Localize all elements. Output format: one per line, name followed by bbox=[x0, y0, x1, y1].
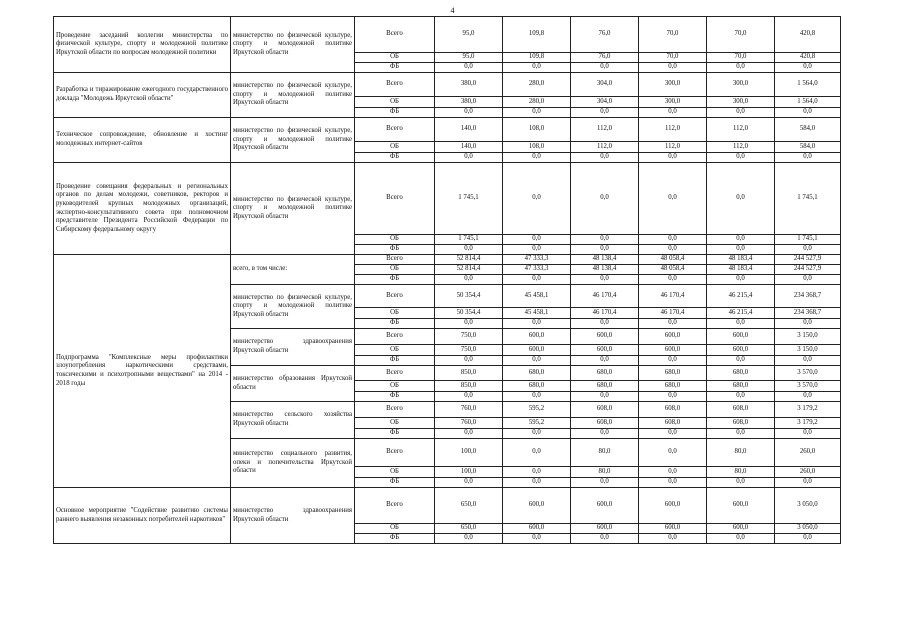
amount-cell: 76,0 bbox=[571, 17, 639, 53]
amount-cell: 0,0 bbox=[435, 275, 503, 285]
amount-cell: 0,0 bbox=[707, 235, 775, 245]
funding-source: Всего bbox=[355, 366, 435, 381]
amount-cell: 0,0 bbox=[639, 235, 707, 245]
amount-cell: 48 058,4 bbox=[639, 265, 707, 275]
amount-cell: 608,0 bbox=[707, 418, 775, 429]
amount-cell: 1 745,1 bbox=[435, 235, 503, 245]
amount-cell: 600,0 bbox=[707, 524, 775, 534]
funding-source: ФБ bbox=[355, 108, 435, 118]
amount-cell: 280,0 bbox=[503, 97, 571, 108]
amount-cell: 0,0 bbox=[639, 392, 707, 402]
amount-cell: 0,0 bbox=[639, 153, 707, 163]
amount-cell: 3 150,0 bbox=[775, 329, 841, 345]
funding-source: ОБ bbox=[355, 467, 435, 478]
amount-cell: 0,0 bbox=[571, 163, 639, 235]
amount-cell: 0,0 bbox=[775, 63, 841, 73]
amount-cell: 0,0 bbox=[775, 153, 841, 163]
responsible-executor: министерство по физической культуре, спорту и молодежной политике Иркутской области bbox=[231, 17, 355, 73]
responsible-executor: министерство по физической культуре, спорту и молодежной политике Иркутской области bbox=[231, 118, 355, 163]
amount-cell: 46 170,4 bbox=[571, 308, 639, 319]
funding-source: ОБ bbox=[355, 97, 435, 108]
amount-cell: 112,0 bbox=[639, 142, 707, 153]
amount-cell: 0,0 bbox=[775, 275, 841, 285]
amount-cell: 280,0 bbox=[503, 73, 571, 97]
amount-cell: 0,0 bbox=[707, 429, 775, 439]
amount-cell: 100,0 bbox=[435, 467, 503, 478]
amount-cell: 0,0 bbox=[571, 392, 639, 402]
amount-cell: 0,0 bbox=[707, 163, 775, 235]
amount-cell: 760,0 bbox=[435, 402, 503, 418]
amount-cell: 0,0 bbox=[435, 108, 503, 118]
amount-cell: 3 050,0 bbox=[775, 488, 841, 524]
amount-cell: 80,0 bbox=[707, 467, 775, 478]
funding-source: ФБ bbox=[355, 534, 435, 544]
amount-cell: 600,0 bbox=[639, 329, 707, 345]
amount-cell: 46 170,4 bbox=[639, 285, 707, 308]
amount-cell: 600,0 bbox=[571, 329, 639, 345]
amount-cell: 600,0 bbox=[503, 524, 571, 534]
amount-cell: 0,0 bbox=[639, 439, 707, 467]
amount-cell: 3 150,0 bbox=[775, 345, 841, 356]
amount-cell: 109,8 bbox=[503, 17, 571, 53]
amount-cell: 304,0 bbox=[571, 73, 639, 97]
amount-cell: 0,0 bbox=[707, 319, 775, 329]
amount-cell: 0,0 bbox=[435, 478, 503, 488]
amount-cell: 380,0 bbox=[435, 73, 503, 97]
funding-source: ОБ bbox=[355, 53, 435, 63]
amount-cell: 70,0 bbox=[707, 17, 775, 53]
funding-source: ФБ bbox=[355, 319, 435, 329]
amount-cell: 0,0 bbox=[707, 392, 775, 402]
amount-cell: 0,0 bbox=[503, 275, 571, 285]
amount-cell: 0,0 bbox=[503, 245, 571, 255]
amount-cell: 0,0 bbox=[775, 245, 841, 255]
amount-cell: 0,0 bbox=[435, 429, 503, 439]
table-row bbox=[54, 163, 841, 235]
amount-cell: 0,0 bbox=[775, 392, 841, 402]
amount-cell: 244 527,9 bbox=[775, 255, 841, 265]
amount-cell: 112,0 bbox=[707, 118, 775, 142]
amount-cell: 608,0 bbox=[571, 402, 639, 418]
amount-cell: 0,0 bbox=[435, 356, 503, 366]
amount-cell: 1 745,1 bbox=[435, 163, 503, 235]
amount-cell: 680,0 bbox=[639, 366, 707, 381]
amount-cell: 48 138,4 bbox=[571, 265, 639, 275]
amount-cell: 70,0 bbox=[707, 53, 775, 63]
amount-cell: 0,0 bbox=[639, 534, 707, 544]
amount-cell: 680,0 bbox=[571, 366, 639, 381]
amount-cell: 680,0 bbox=[503, 381, 571, 392]
amount-cell: 234 368,7 bbox=[775, 285, 841, 308]
amount-cell: 608,0 bbox=[639, 418, 707, 429]
funding-source: ОБ bbox=[355, 142, 435, 153]
amount-cell: 47 333,3 bbox=[503, 265, 571, 275]
amount-cell: 0,0 bbox=[571, 235, 639, 245]
amount-cell: 70,0 bbox=[639, 17, 707, 53]
funding-source: ОБ bbox=[355, 345, 435, 356]
amount-cell: 0,0 bbox=[707, 534, 775, 544]
amount-cell: 46 170,4 bbox=[639, 308, 707, 319]
amount-cell: 112,0 bbox=[571, 118, 639, 142]
amount-cell: 112,0 bbox=[707, 142, 775, 153]
amount-cell: 850,0 bbox=[435, 381, 503, 392]
amount-cell: 112,0 bbox=[639, 118, 707, 142]
amount-cell: 0,0 bbox=[503, 534, 571, 544]
amount-cell: 0,0 bbox=[571, 275, 639, 285]
amount-cell: 3 179,2 bbox=[775, 402, 841, 418]
responsible-executor: министерство сельского хозяйства Иркутской области bbox=[231, 402, 355, 439]
funding-source: ОБ bbox=[355, 235, 435, 245]
amount-cell: 244 527,9 bbox=[775, 265, 841, 275]
amount-cell: 48 183,4 bbox=[707, 265, 775, 275]
funding-source: Всего bbox=[355, 118, 435, 142]
amount-cell: 420,8 bbox=[775, 17, 841, 53]
amount-cell: 0,0 bbox=[435, 245, 503, 255]
amount-cell: 584,0 bbox=[775, 142, 841, 153]
amount-cell: 850,0 bbox=[435, 366, 503, 381]
amount-cell: 0,0 bbox=[639, 275, 707, 285]
activity-description: Проведение совещания федеральных и региональных органов по делам молодежи, советников, ректоров и руководителей крупных молодежных организаций, экспертно-консультативного совета при полномочном представителе Президента Российской Федерации по Сибирскому федеральному округу bbox=[54, 163, 231, 255]
amount-cell: 0,0 bbox=[503, 108, 571, 118]
amount-cell: 0,0 bbox=[775, 429, 841, 439]
activity-description: Техническое сопровождение, обновление и хостинг молодежных интернет-сайтов bbox=[54, 118, 231, 163]
amount-cell: 0,0 bbox=[503, 439, 571, 467]
amount-cell: 600,0 bbox=[707, 488, 775, 524]
amount-cell: 0,0 bbox=[571, 63, 639, 73]
amount-cell: 140,0 bbox=[435, 118, 503, 142]
amount-cell: 0,0 bbox=[707, 356, 775, 366]
amount-cell: 48 138,4 bbox=[571, 255, 639, 265]
amount-cell: 0,0 bbox=[775, 108, 841, 118]
amount-cell: 0,0 bbox=[435, 534, 503, 544]
amount-cell: 300,0 bbox=[639, 97, 707, 108]
amount-cell: 0,0 bbox=[707, 108, 775, 118]
funding-source: ФБ bbox=[355, 153, 435, 163]
amount-cell: 100,0 bbox=[435, 439, 503, 467]
amount-cell: 608,0 bbox=[707, 402, 775, 418]
amount-cell: 108,0 bbox=[503, 118, 571, 142]
amount-cell: 600,0 bbox=[571, 488, 639, 524]
funding-source: Всего bbox=[355, 17, 435, 53]
budget-table bbox=[53, 16, 841, 544]
amount-cell: 600,0 bbox=[571, 345, 639, 356]
amount-cell: 420,8 bbox=[775, 53, 841, 63]
amount-cell: 304,0 bbox=[571, 97, 639, 108]
activity-description: Проведение заседаний коллегии министерства по физической культуре, спорту и молодежной политике Иркутской области по вопросам молодежной политики bbox=[54, 17, 231, 73]
amount-cell: 584,0 bbox=[775, 118, 841, 142]
amount-cell: 112,0 bbox=[571, 142, 639, 153]
table-row bbox=[54, 488, 841, 524]
amount-cell: 680,0 bbox=[639, 381, 707, 392]
amount-cell: 0,0 bbox=[639, 467, 707, 478]
funding-source: ФБ bbox=[355, 356, 435, 366]
amount-cell: 46 170,4 bbox=[571, 285, 639, 308]
amount-cell: 46 215,4 bbox=[707, 308, 775, 319]
amount-cell: 0,0 bbox=[571, 356, 639, 366]
amount-cell: 0,0 bbox=[707, 245, 775, 255]
amount-cell: 1 745,1 bbox=[775, 235, 841, 245]
amount-cell: 3 179,2 bbox=[775, 418, 841, 429]
amount-cell: 0,0 bbox=[503, 356, 571, 366]
funding-source: Всего bbox=[355, 488, 435, 524]
amount-cell: 0,0 bbox=[503, 392, 571, 402]
amount-cell: 680,0 bbox=[707, 366, 775, 381]
amount-cell: 650,0 bbox=[435, 524, 503, 534]
amount-cell: 608,0 bbox=[571, 418, 639, 429]
amount-cell: 0,0 bbox=[503, 429, 571, 439]
amount-cell: 46 215,4 bbox=[707, 285, 775, 308]
amount-cell: 52 814,4 bbox=[435, 265, 503, 275]
amount-cell: 0,0 bbox=[571, 478, 639, 488]
amount-cell: 600,0 bbox=[707, 329, 775, 345]
amount-cell: 70,0 bbox=[639, 53, 707, 63]
responsible-executor: министерство здравоохранения Иркутской области bbox=[231, 329, 355, 366]
amount-cell: 260,0 bbox=[775, 439, 841, 467]
funding-source: Всего bbox=[355, 285, 435, 308]
funding-source: ОБ bbox=[355, 418, 435, 429]
amount-cell: 600,0 bbox=[503, 488, 571, 524]
funding-source: ОБ bbox=[355, 308, 435, 319]
amount-cell: 0,0 bbox=[639, 478, 707, 488]
amount-cell: 0,0 bbox=[639, 319, 707, 329]
funding-source: ФБ bbox=[355, 478, 435, 488]
amount-cell: 0,0 bbox=[775, 534, 841, 544]
amount-cell: 1 564,0 bbox=[775, 73, 841, 97]
amount-cell: 80,0 bbox=[571, 439, 639, 467]
responsible-executor: министерство социального развития, опеки и попечительства Иркутской области bbox=[231, 439, 355, 488]
amount-cell: 3 570,0 bbox=[775, 366, 841, 381]
amount-cell: 0,0 bbox=[639, 63, 707, 73]
funding-source: ОБ bbox=[355, 265, 435, 275]
funding-source: Всего bbox=[355, 329, 435, 345]
amount-cell: 608,0 bbox=[639, 402, 707, 418]
funding-source: Всего bbox=[355, 73, 435, 97]
amount-cell: 52 814,4 bbox=[435, 255, 503, 265]
amount-cell: 0,0 bbox=[435, 392, 503, 402]
amount-cell: 0,0 bbox=[571, 534, 639, 544]
amount-cell: 680,0 bbox=[503, 366, 571, 381]
amount-cell: 1 564,0 bbox=[775, 97, 841, 108]
amount-cell: 0,0 bbox=[707, 153, 775, 163]
amount-cell: 0,0 bbox=[707, 63, 775, 73]
amount-cell: 76,0 bbox=[571, 53, 639, 63]
amount-cell: 0,0 bbox=[775, 319, 841, 329]
amount-cell: 0,0 bbox=[707, 275, 775, 285]
amount-cell: 300,0 bbox=[707, 73, 775, 97]
amount-cell: 50 354,4 bbox=[435, 308, 503, 319]
funding-source: ФБ bbox=[355, 275, 435, 285]
amount-cell: 48 183,4 bbox=[707, 255, 775, 265]
funding-source: Всего bbox=[355, 402, 435, 418]
funding-source: ОБ bbox=[355, 524, 435, 534]
amount-cell: 750,0 bbox=[435, 345, 503, 356]
responsible-executor: министерство здравоохранения Иркутской области bbox=[231, 488, 355, 544]
amount-cell: 680,0 bbox=[707, 381, 775, 392]
amount-cell: 760,0 bbox=[435, 418, 503, 429]
funding-source: Всего bbox=[355, 255, 435, 265]
responsible-executor: министерство по физической культуре, спорту и молодежной политике Иркутской области bbox=[231, 285, 355, 329]
amount-cell: 260,0 bbox=[775, 467, 841, 478]
amount-cell: 0,0 bbox=[639, 429, 707, 439]
amount-cell: 47 333,3 bbox=[503, 255, 571, 265]
funding-source: ФБ bbox=[355, 245, 435, 255]
funding-source: ФБ bbox=[355, 392, 435, 402]
amount-cell: 0,0 bbox=[707, 478, 775, 488]
amount-cell: 600,0 bbox=[639, 488, 707, 524]
amount-cell: 300,0 bbox=[707, 97, 775, 108]
table-row bbox=[54, 118, 841, 142]
amount-cell: 650,0 bbox=[435, 488, 503, 524]
activity-description: Основное мероприятие "Содействие развитию системы раннего выявления незаконных потребителей наркотиков" bbox=[54, 488, 231, 544]
amount-cell: 48 058,4 bbox=[639, 255, 707, 265]
amount-cell: 380,0 bbox=[435, 97, 503, 108]
page-number: 4 bbox=[450, 6, 455, 15]
amount-cell: 0,0 bbox=[571, 108, 639, 118]
amount-cell: 595,2 bbox=[503, 418, 571, 429]
amount-cell: 0,0 bbox=[503, 319, 571, 329]
amount-cell: 0,0 bbox=[639, 356, 707, 366]
amount-cell: 0,0 bbox=[503, 478, 571, 488]
amount-cell: 234 368,7 bbox=[775, 308, 841, 319]
amount-cell: 0,0 bbox=[435, 319, 503, 329]
amount-cell: 0,0 bbox=[435, 63, 503, 73]
amount-cell: 95,0 bbox=[435, 17, 503, 53]
amount-cell: 80,0 bbox=[707, 439, 775, 467]
amount-cell: 0,0 bbox=[639, 245, 707, 255]
amount-cell: 80,0 bbox=[571, 467, 639, 478]
funding-source: Всего bbox=[355, 439, 435, 467]
amount-cell: 600,0 bbox=[707, 345, 775, 356]
amount-cell: 600,0 bbox=[503, 329, 571, 345]
responsible-executor: министерство по физической культуре, спорту и молодежной политике Иркутской области bbox=[231, 163, 355, 255]
funding-source: ОБ bbox=[355, 381, 435, 392]
amount-cell: 0,0 bbox=[503, 63, 571, 73]
amount-cell: 600,0 bbox=[503, 345, 571, 356]
amount-cell: 300,0 bbox=[639, 73, 707, 97]
amount-cell: 0,0 bbox=[435, 153, 503, 163]
amount-cell: 3 050,0 bbox=[775, 524, 841, 534]
amount-cell: 750,0 bbox=[435, 329, 503, 345]
amount-cell: 0,0 bbox=[639, 163, 707, 235]
amount-cell: 45 458,1 bbox=[503, 285, 571, 308]
amount-cell: 0,0 bbox=[503, 163, 571, 235]
amount-cell: 0,0 bbox=[503, 235, 571, 245]
amount-cell: 0,0 bbox=[639, 108, 707, 118]
amount-cell: 0,0 bbox=[503, 467, 571, 478]
funding-source: ФБ bbox=[355, 429, 435, 439]
amount-cell: 0,0 bbox=[503, 153, 571, 163]
funding-source: Всего bbox=[355, 163, 435, 235]
amount-cell: 50 354,4 bbox=[435, 285, 503, 308]
amount-cell: 600,0 bbox=[639, 524, 707, 534]
amount-cell: 600,0 bbox=[571, 524, 639, 534]
activity-description: Разработка и тиражирование ежегодного государственного доклада "Молодежь Иркутской области" bbox=[54, 73, 231, 118]
amount-cell: 108,0 bbox=[503, 142, 571, 153]
amount-cell: 45 458,1 bbox=[503, 308, 571, 319]
amount-cell: 109,8 bbox=[503, 53, 571, 63]
amount-cell: 0,0 bbox=[571, 245, 639, 255]
responsible-executor: всего, в том числе: bbox=[231, 255, 355, 285]
amount-cell: 0,0 bbox=[571, 153, 639, 163]
amount-cell: 0,0 bbox=[571, 319, 639, 329]
table-row bbox=[54, 73, 841, 97]
funding-source: ФБ bbox=[355, 63, 435, 73]
responsible-executor: министерство по физической культуре, спорту и молодежной политике Иркутской области bbox=[231, 73, 355, 118]
amount-cell: 680,0 bbox=[571, 381, 639, 392]
amount-cell: 0,0 bbox=[571, 429, 639, 439]
amount-cell: 600,0 bbox=[639, 345, 707, 356]
table-row bbox=[54, 17, 841, 53]
amount-cell: 1 745,1 bbox=[775, 163, 841, 235]
amount-cell: 0,0 bbox=[775, 356, 841, 366]
subprogram-description: Подпрограмма "Комплексные меры профилактики злоупотребления наркотическими средствами, токсическими и психотропными веществами" на 2014 - 2018 годы bbox=[54, 255, 231, 488]
amount-cell: 3 570,0 bbox=[775, 381, 841, 392]
table-row bbox=[54, 255, 841, 265]
amount-cell: 0,0 bbox=[775, 478, 841, 488]
responsible-executor: министерство образования Иркутской области bbox=[231, 366, 355, 402]
amount-cell: 140,0 bbox=[435, 142, 503, 153]
amount-cell: 95,0 bbox=[435, 53, 503, 63]
amount-cell: 595,2 bbox=[503, 402, 571, 418]
